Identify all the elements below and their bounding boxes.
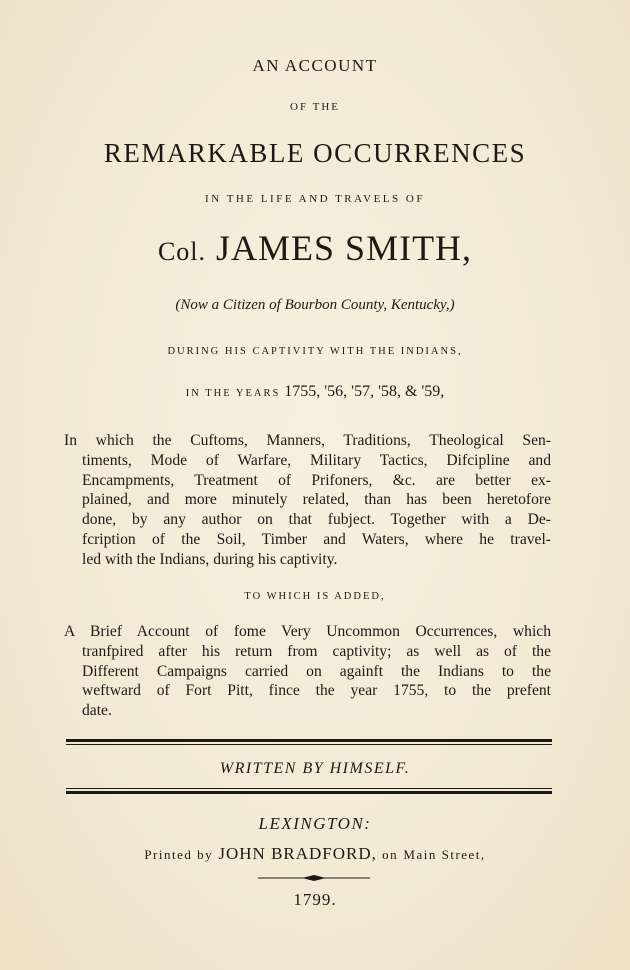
paragraph-line: weftward of Fort Pitt, fince the year 1755, to the prefent — [82, 682, 551, 700]
double-rule-bottom — [66, 788, 552, 796]
paragraph-line: plained, and more minutely related, than has been heretofore — [82, 491, 551, 509]
author-name-line — [0, 227, 630, 269]
year-line: 1799. — [293, 890, 337, 909]
title-line-account: AN ACCOUNT — [252, 56, 378, 75]
years-prefix: IN THE YEARS — [185, 388, 281, 399]
name-prefix: Col. — [157, 237, 207, 266]
paragraph-line: led with the Indians, during his captivity. — [82, 550, 338, 568]
place-line: LEXINGTON: — [258, 814, 372, 833]
title-line-of-the: OF THE — [290, 101, 340, 113]
description-paragraph — [64, 431, 551, 570]
ornament-divider-icon — [258, 872, 370, 884]
double-rule-top — [66, 739, 552, 746]
captivity-line: DURING HIS CAPTIVITY WITH THE INDIANS, — [167, 346, 463, 357]
paragraph-line: timents, Mode of Warfare, Military Tactics, Difcipline and — [82, 451, 551, 469]
printed-street: Main Street, — [403, 847, 486, 862]
written-by-line: WRITTEN BY HIMSELF. — [219, 760, 411, 777]
name-main: JAMES SMITH, — [216, 228, 473, 268]
paragraph-line: In which the Cuftoms, Manners, Traditions, Theological Sen- — [64, 432, 551, 449]
printer-name: JOHN BRADFORD, — [218, 844, 377, 863]
rule-thin — [66, 788, 552, 789]
paragraph-line: tranfpired after his return from captivity; as well as of the — [82, 642, 551, 660]
rule-thin — [66, 744, 552, 745]
rule-thick — [66, 791, 552, 794]
title-line-life-travels: IN THE LIFE AND TRAVELS OF — [205, 193, 425, 205]
subtitle-citizen: (Now a Citizen of Bourbon County, Kentucky,) — [175, 297, 455, 313]
paragraph-line: Encampments, Treatment of Prifoners, &c. are better ex- — [82, 471, 551, 489]
printed-mid: on — [382, 847, 399, 862]
paragraph-line: A Brief Account of fome Very Uncommon Occurrences, which — [64, 623, 551, 640]
addendum-paragraph — [64, 622, 551, 721]
years-line — [0, 383, 630, 401]
paragraph-line: Different Campaigns carried on againft the Indians to the — [82, 662, 551, 680]
printed-prefix: Printed by — [144, 847, 214, 862]
years-list: 1755, '56, '57, '58, & '59, — [284, 383, 445, 400]
added-heading: TO WHICH IS ADDED, — [244, 591, 386, 602]
rule-thick — [66, 739, 552, 742]
paragraph-line: fcription of the Soil, Timber and Waters, where he travel- — [82, 530, 551, 548]
paragraph-line: date. — [82, 702, 112, 720]
title-line-remarkable: REMARKABLE OCCURRENCES — [103, 138, 527, 168]
printer-line — [0, 844, 630, 864]
paragraph-line: done, by any author on that fubject. Together with a De- — [82, 511, 551, 529]
